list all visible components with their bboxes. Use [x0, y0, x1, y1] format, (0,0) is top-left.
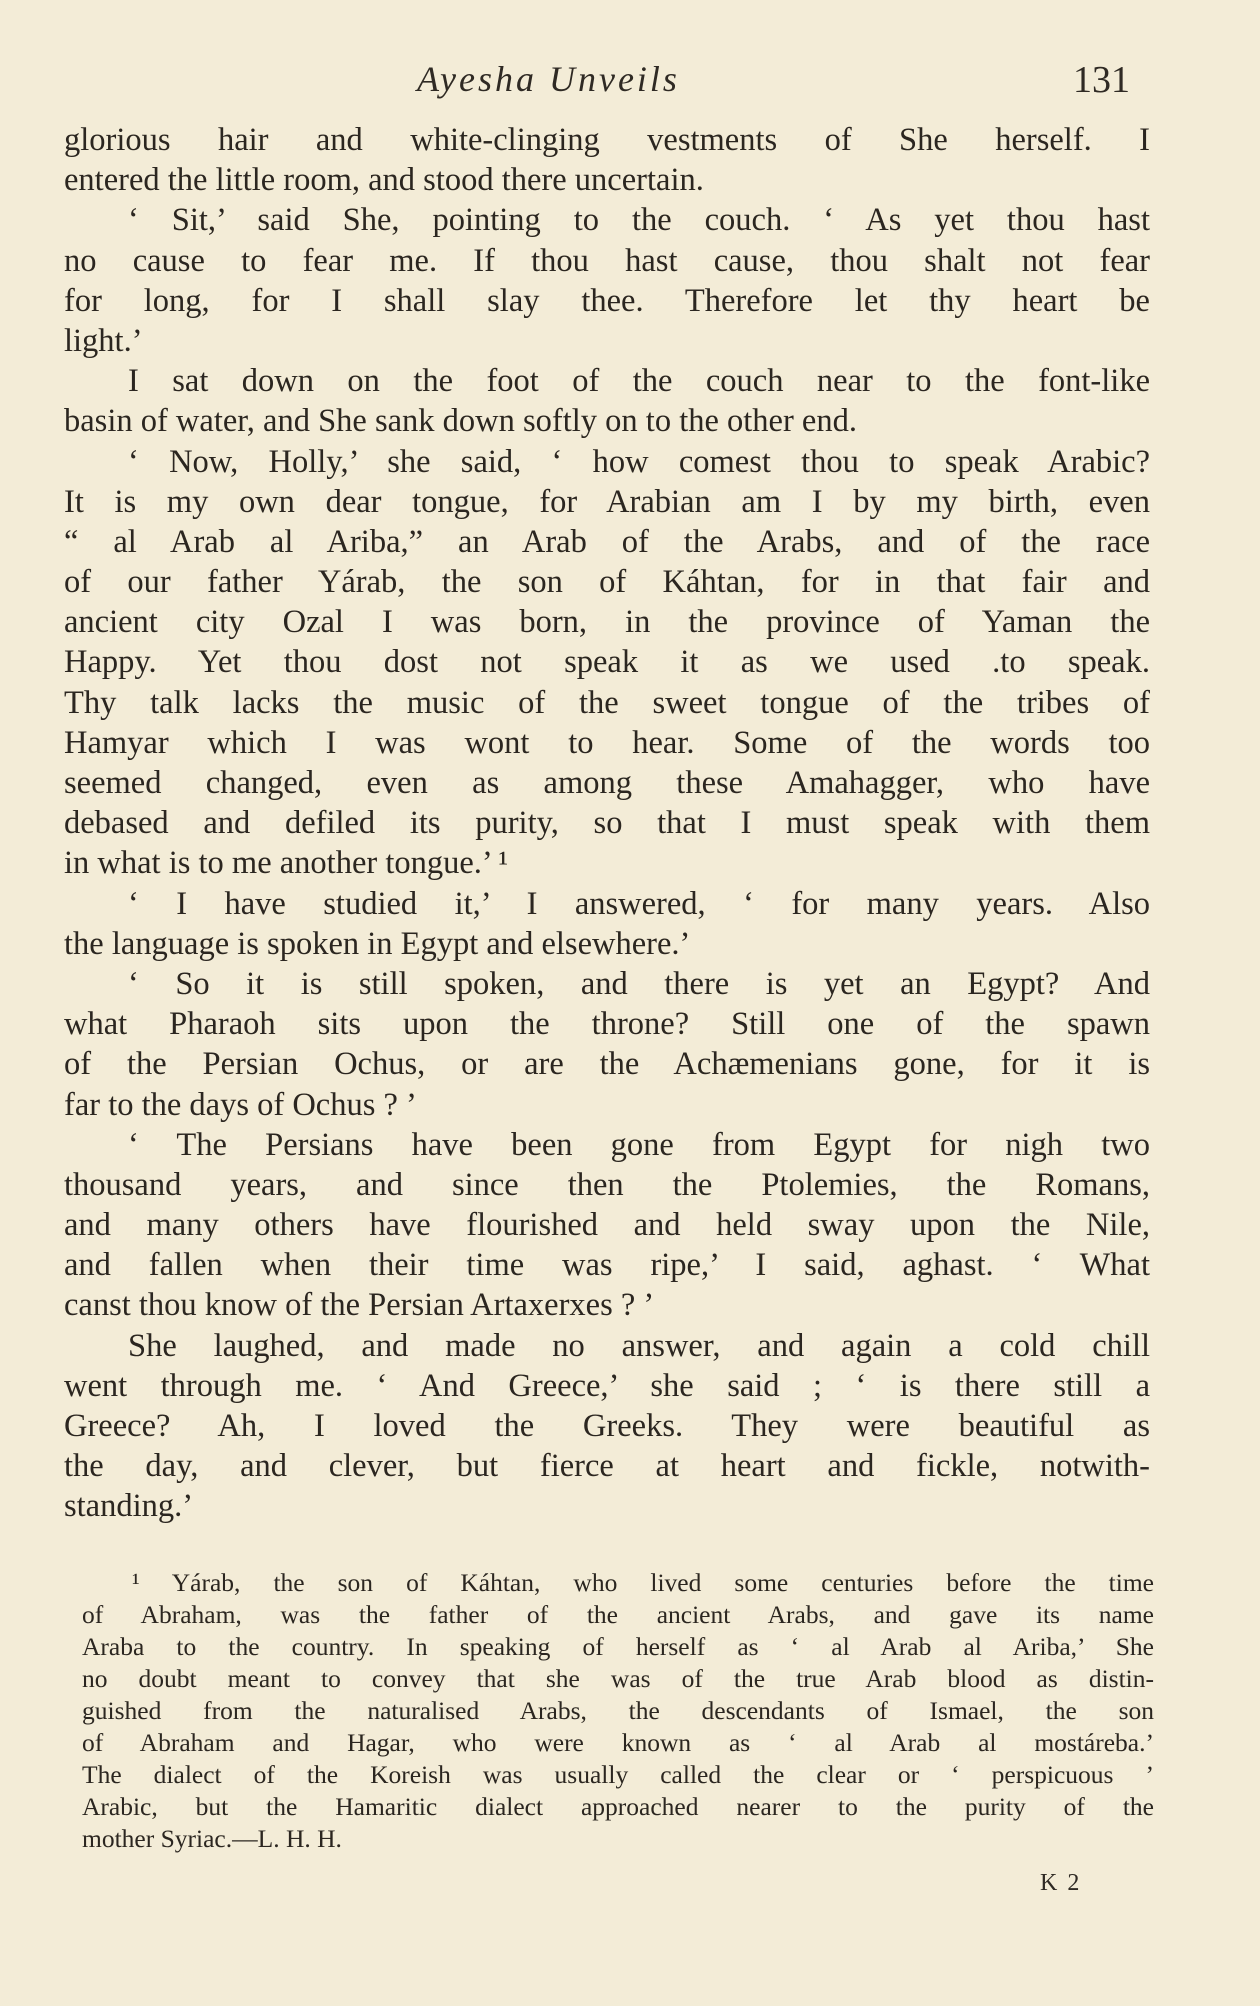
- footnote-line: The dialect of the Koreish was usually called the clear or ‘ perspicuous ’: [82, 1760, 1154, 1789]
- text-line: the day, and clever, but fierce at heart and fickle, notwith-: [64, 1448, 1150, 1485]
- footnote-line: guished from the naturalised Arabs, the descendants of Ismael, the son: [82, 1696, 1154, 1725]
- footnote-line: Arabic, but the Hamaritic dialect approached nearer to the purity of the: [82, 1792, 1154, 1821]
- text-line: ancient city Ozal I was born, in the province of Yaman the: [64, 604, 1150, 641]
- text-line: She laughed, and made no answer, and again a cold chill: [128, 1327, 1150, 1364]
- text-line: ‘ I have studied it,’ I answered, ‘ for many years. Also: [128, 885, 1150, 922]
- body-text: [64, 120, 1150, 1527]
- text-line: went through me. ‘ And Greece,’ she said ; ‘ is there still a: [64, 1367, 1150, 1404]
- footnote-line: mother Syriac.—L. H. H.: [82, 1824, 342, 1853]
- text-line: far to the days of Ochus ? ’: [64, 1086, 417, 1123]
- text-line: ‘ The Persians have been gone from Egypt for nigh two: [128, 1126, 1150, 1163]
- text-line: Thy talk lacks the music of the sweet tongue of the tribes of: [64, 684, 1150, 721]
- text-line: standing.’: [64, 1488, 194, 1525]
- text-line: Greece? Ah, I loved the Greeks. They were beautiful as: [64, 1408, 1150, 1444]
- text-line: the language is spoken in Egypt and elsewhere.’: [64, 925, 691, 962]
- footnote-line: of Abraham and Hagar, who were known as ‘ al Arab al mostáreba.’: [82, 1728, 1154, 1757]
- text-line: ‘ Now, Holly,’ she said, ‘ how comest thou to speak Arabic?: [128, 443, 1150, 480]
- text-line: for long, for I shall slay thee. Therefore let thy heart be: [64, 282, 1150, 319]
- text-line: basin of water, and She sank down softly on to the other end.: [64, 403, 857, 440]
- text-line: and fallen when their time was ripe,’ I said, aghast. ‘ What: [64, 1247, 1150, 1284]
- signature-mark: K 2: [1040, 1870, 1082, 1896]
- text-line: Hamyar which I was wont to hear. Some of the words too: [64, 724, 1150, 761]
- text-line: debased and defiled its purity, so that I must speak with them: [64, 805, 1150, 842]
- text-line: and many others have flourished and held sway upon the Nile,: [64, 1207, 1150, 1244]
- text-line: of our father Yárab, the son of Káhtan, for in that fair and: [64, 564, 1150, 601]
- text-line: thousand years, and since then the Ptolemies, the Romans,: [64, 1166, 1150, 1203]
- running-head: [0, 58, 1260, 108]
- text-line: no cause to fear me. If thou hast cause, thou shalt not fear: [64, 242, 1150, 279]
- text-line: “ al Arab al Ariba,” an Arab of the Arabs, and of the race: [64, 523, 1150, 560]
- text-line: light.’: [64, 322, 143, 359]
- text-line: I sat down on the foot of the couch near to the font-like: [128, 363, 1150, 400]
- running-head-title: Ayesha Unveils: [417, 59, 680, 99]
- footnote-line: of Abraham, was the father of the ancient Arabs, and gave its name: [82, 1600, 1154, 1629]
- text-line: in what is to me another tongue.’ ¹: [64, 845, 509, 882]
- footnote-line: Araba to the country. In speaking of herself as ‘ al Arab al Ariba,’ She: [82, 1632, 1154, 1661]
- text-line: entered the little room, and stood there uncertain.: [64, 162, 704, 199]
- text-line: of the Persian Ochus, or are the Achæmenians gone, for it is: [64, 1046, 1150, 1083]
- text-line: canst thou know of the Persian Artaxerxes ? ’: [64, 1287, 655, 1324]
- text-line: It is my own dear tongue, for Arabian am I by my birth, even: [64, 483, 1150, 520]
- footnote-line: ¹ Yárab, the son of Káhtan, who lived some centuries before the time: [132, 1568, 1154, 1597]
- text-line: glorious hair and white-clinging vestments of She herself. I: [64, 122, 1150, 158]
- footnote-line: no doubt meant to convey that she was of the true Arab blood as distin-: [82, 1664, 1154, 1693]
- text-line: what Pharaoh sits upon the throne? Still one of the spawn: [64, 1006, 1150, 1043]
- text-line: Happy. Yet thou dost not speak it as we used .to speak.: [64, 644, 1150, 681]
- text-line: ‘ Sit,’ said She, pointing to the couch. ‘ As yet thou hast: [128, 202, 1150, 239]
- footnotes: [82, 1567, 1154, 1855]
- text-line: seemed changed, even as among these Amahagger, who have: [64, 765, 1150, 801]
- text-line: ‘ So it is still spoken, and there is yet an Egypt? And: [128, 965, 1150, 1002]
- page-number: 131: [1073, 59, 1130, 101]
